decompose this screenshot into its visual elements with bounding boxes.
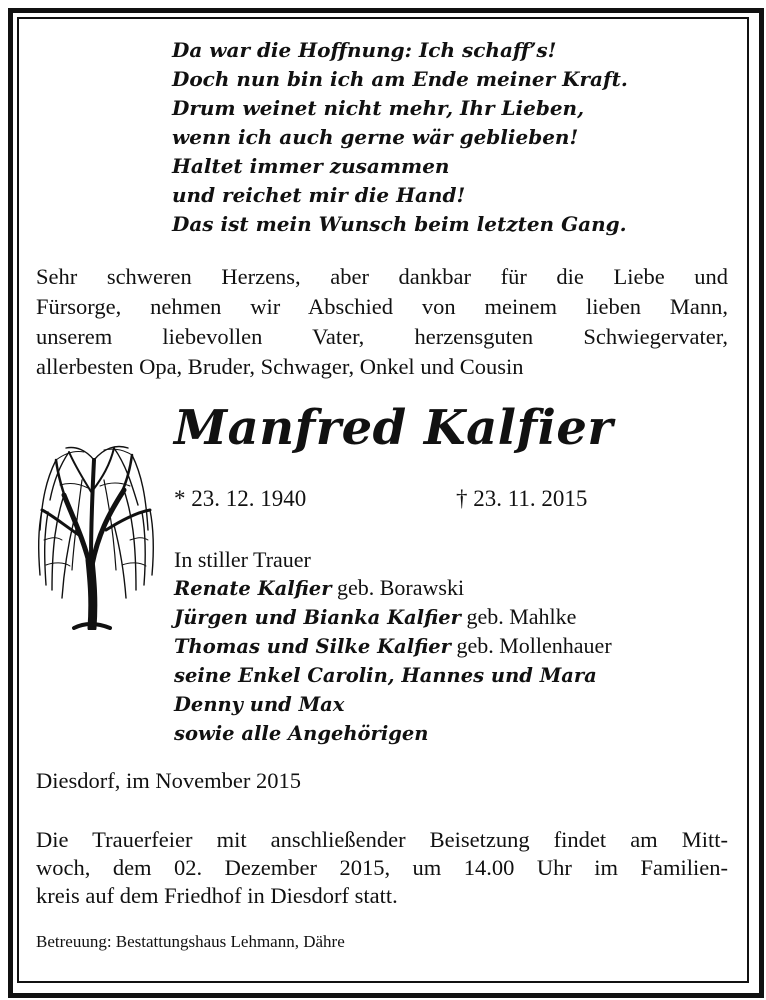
ceremony-text bbox=[36, 826, 728, 910]
poem-line: Das ist mein Wunsch beim letzten Gang. bbox=[172, 212, 627, 236]
deceased-name: Manfred Kalfier bbox=[174, 400, 614, 456]
place-date: Diesdorf, im November 2015 bbox=[36, 768, 301, 793]
mourner-line bbox=[174, 574, 612, 603]
mourner-note: geb. Mahlke bbox=[460, 604, 577, 629]
intro-line: unserem liebevollen Vater, herzensguten Schwiegervater, bbox=[36, 324, 728, 349]
mourners-block bbox=[174, 546, 612, 748]
mourner-line bbox=[174, 661, 612, 690]
ceremony-line: kreis auf dem Friedhof in Diesdorf statt. bbox=[36, 883, 398, 908]
mourner-line bbox=[174, 690, 612, 719]
mourner-name: sowie alle Angehörigen bbox=[174, 722, 429, 745]
mourner-name: Renate Kalfier bbox=[174, 577, 332, 600]
mourner-line bbox=[174, 632, 612, 661]
mourner-name: seine Enkel Carolin, Hannes und Mara bbox=[174, 664, 597, 687]
ceremony-line: woch, dem 02. Dezember 2015, um 14.00 Uhr im Familien- bbox=[36, 855, 728, 880]
poem-line: Da war die Hoffnung: Ich schaff’s! bbox=[172, 38, 557, 62]
poem-line: Doch nun bin ich am Ende meiner Kraft. bbox=[172, 67, 628, 91]
intro-line: Sehr schweren Herzens, aber dankbar für die Liebe und bbox=[36, 264, 728, 289]
mourner-name: Thomas und Silke Kalfier bbox=[174, 635, 451, 658]
intro-line: Fürsorge, nehmen wir Abschied von meinem lieben Mann, bbox=[36, 294, 728, 319]
poem-line: und reichet mir die Hand! bbox=[172, 183, 466, 207]
mourner-name: Denny und Max bbox=[174, 693, 345, 716]
poem-line: wenn ich auch gerne wär geblieben! bbox=[172, 125, 579, 149]
mourner-note: geb. Borawski bbox=[331, 575, 465, 600]
ceremony-line: Die Trauerfeier mit anschließender Beisetzung findet am Mitt- bbox=[36, 827, 728, 852]
death-date: † 23. 11. 2015 bbox=[456, 486, 588, 511]
mourning-intro: In stiller Trauer bbox=[174, 547, 311, 572]
mourner-note: geb. Mollenhauer bbox=[450, 633, 612, 658]
mourner-line bbox=[174, 719, 612, 748]
tree-icon bbox=[34, 440, 158, 630]
mourner-line bbox=[174, 603, 612, 632]
mourner-name: Jürgen und Bianka Kalfier bbox=[174, 606, 461, 629]
poem bbox=[172, 36, 628, 239]
intro-text bbox=[36, 262, 728, 382]
funeral-home-credit: Betreuung: Bestattungshaus Lehmann, Dähre bbox=[36, 932, 345, 951]
birth-date: * 23. 12. 1940 bbox=[174, 486, 307, 511]
poem-line: Drum weinet nicht mehr, Ihr Lieben, bbox=[172, 96, 585, 120]
poem-line: Haltet immer zusammen bbox=[172, 154, 450, 178]
intro-line: allerbesten Opa, Bruder, Schwager, Onkel und Cousin bbox=[36, 354, 524, 379]
